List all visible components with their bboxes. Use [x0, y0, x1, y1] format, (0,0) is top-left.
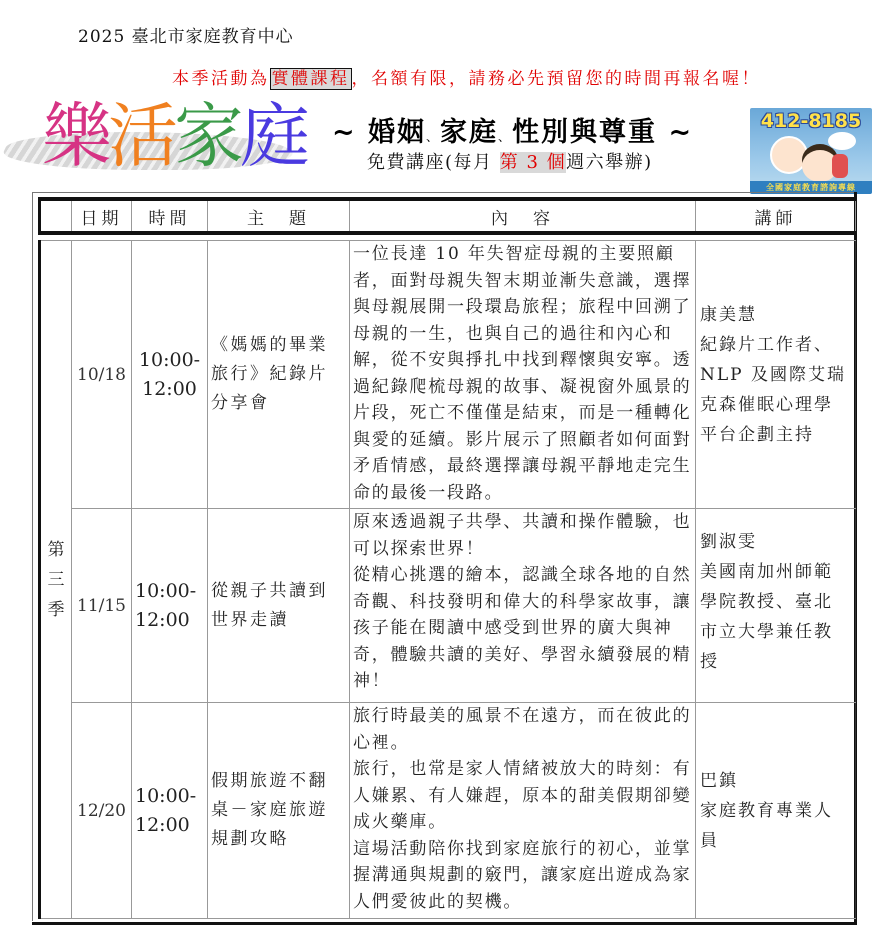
session-content: 旅行時最美的風景不在遠方，而在彼此的心裡。 旅行，也常是家人情緒被放大的時刻：有人嫌累、有人嫌趕，原本的甜美假期卻變成火藥庫。 這場活動陪你找到家庭旅行的初心，並掌握溝通與規劃的竅門，讓家庭出遊成為家人們愛彼此的契機。	[350, 703, 696, 919]
column-header-topic: 主 題	[208, 199, 350, 233]
season-label: 第三季	[40, 241, 72, 919]
program-logo	[4, 92, 304, 182]
title-part-family: 家庭	[440, 117, 499, 148]
session-date: 10/18	[72, 241, 132, 509]
notice-prefix: 本季活動為	[172, 69, 270, 89]
speaker-name: 巴鎮	[700, 770, 738, 791]
session-time: 10:00- 12:00	[132, 241, 208, 509]
speaker-title: 美國南加州師範學院教授、臺北市立大學兼任教授	[700, 562, 833, 672]
phone-icon	[832, 154, 848, 178]
session-date: 12/20	[72, 703, 132, 919]
speaker-title: 家庭教育專業人員	[700, 800, 833, 851]
session-time: 10:00- 12:00	[132, 509, 208, 703]
column-header-season	[40, 199, 72, 233]
table-row	[40, 703, 856, 919]
subtitle-suffix: 週六舉辦)	[566, 152, 653, 173]
logo-char-2: 活	[108, 95, 174, 177]
session-speaker	[696, 703, 856, 919]
speaker-name: 劉淑雯	[700, 532, 757, 552]
series-subtitle	[367, 148, 653, 174]
table-header-row	[40, 199, 856, 233]
notice-suffix: ，名額有限，請務必先預留您的時間再報名喔！	[351, 69, 761, 89]
session-content: 一位長達 10 年失智症母親的主要照顧者，面對母親失智末期並漸失意識，選擇與母親展開一段環島旅程；旅程中回溯了母親的一生，也與自己的過往和內心和解，從不安與掙扎中找到釋懷與安寧。透過紀錄爬梳母親的故事、凝視窗外風景的片段，死亡不僅僅是結束，而是一種轉化與愛的延續。影片展示了照顧者如何面對矛盾情感，最終選擇讓母親平靜地走完生命的最後一段路。	[350, 241, 696, 509]
title-part-gender: 性別與尊重 ~	[512, 117, 694, 148]
in-person-highlight: 實體課程	[271, 69, 350, 89]
speaker-name: 康美慧	[700, 304, 757, 325]
session-date: 11/15	[72, 509, 132, 703]
session-speaker	[696, 509, 856, 703]
session-speaker	[696, 241, 856, 509]
session-content: 原來透過親子共學、共讀和操作體驗，也可以探索世界！ 從精心挑選的繪本，認識全球各地的自然奇觀、科技發明和偉大的科學家故事，讓孩子能在閱讀中感受到世界的廣大與神奇，體驗共讀的美好、學習永續發展的精神！	[350, 509, 696, 703]
session-topic: 假期旅遊不翻桌－家庭旅遊規劃攻略	[208, 703, 350, 919]
table-row	[40, 509, 856, 703]
column-header-content: 內 容	[350, 199, 696, 233]
schedule-table	[38, 197, 856, 919]
title-part-marriage: ~ 婚姻	[332, 117, 427, 148]
hotline-number: 412-8185	[760, 110, 862, 132]
column-header-date: 日期	[72, 199, 132, 233]
title-separator: 、	[426, 130, 441, 144]
organization-name: 2025 臺北市家庭教育中心	[78, 27, 294, 47]
subtitle-prefix: 免費講座(每月	[367, 152, 500, 173]
logo-char-3: 家	[174, 95, 240, 177]
logo-char-4: 庭	[240, 95, 306, 177]
speech-cloud-icon	[828, 132, 856, 150]
session-topic: 從親子共讀到世界走讀	[208, 509, 350, 703]
session-topic: 《媽媽的畢業旅行》紀錄片分享會	[208, 241, 350, 509]
column-header-time: 時間	[132, 199, 208, 233]
series-title	[332, 110, 693, 149]
title-separator: 、	[498, 130, 513, 144]
session-time: 10:00- 12:00	[132, 703, 208, 919]
logo-char-1: 樂	[42, 95, 108, 177]
speaker-title: 紀錄片工作者、NLP 及國際艾瑞克森催眠心理學平台企劃主持	[700, 334, 847, 445]
subtitle-week-highlight: 第 3 個	[499, 152, 567, 173]
column-header-speaker: 講師	[696, 199, 856, 233]
hotline-caption: 全國家庭教育諮詢專線	[750, 181, 872, 194]
hotline-badge	[750, 108, 872, 194]
registration-notice	[172, 64, 761, 89]
table-row	[40, 241, 856, 509]
row-spacer	[40, 233, 856, 241]
